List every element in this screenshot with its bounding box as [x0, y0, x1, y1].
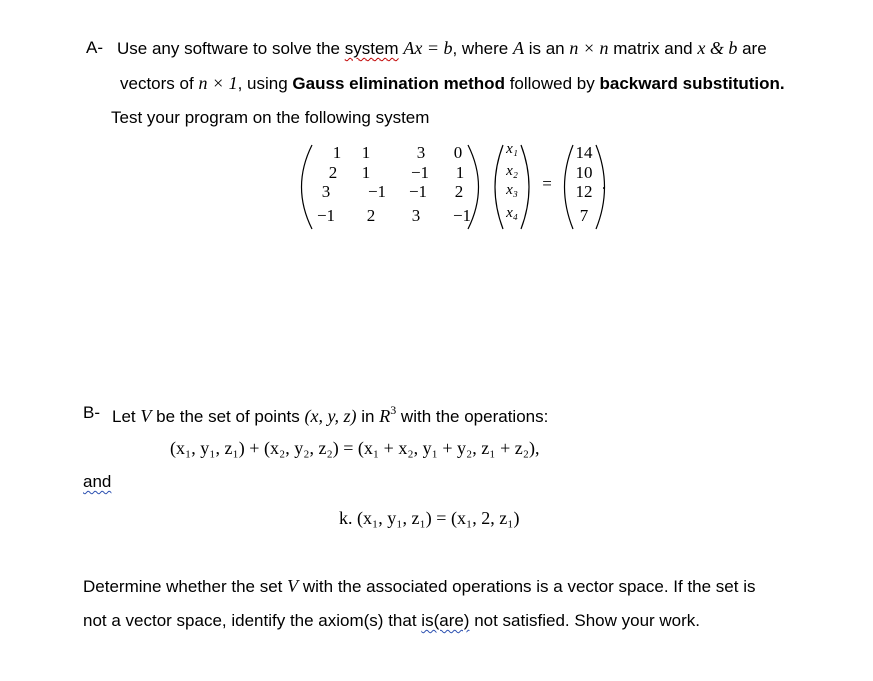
- b3: 12: [575, 182, 593, 201]
- text: , where: [452, 39, 509, 58]
- backward-substitution: backward substitution.: [599, 74, 785, 93]
- part-a-line-2: [120, 73, 785, 94]
- a14: 0: [453, 143, 463, 162]
- text: not a vector space, identify the axiom(s) that: [83, 611, 417, 630]
- a43: 3: [411, 206, 421, 225]
- text: are: [742, 39, 767, 58]
- scalar-rule: k. (x₁, y₁, z₁) = (x₁, 2, z₁): [339, 508, 520, 528]
- part-a-marker: A-: [86, 38, 103, 57]
- matrix-left-paren: [302, 145, 313, 229]
- and-word: and: [83, 472, 112, 491]
- text: be the set of points: [156, 407, 300, 426]
- part-b-para-2: [83, 611, 700, 631]
- text: vectors of: [120, 74, 194, 93]
- a11: 1: [332, 143, 342, 162]
- system-word: system: [344, 39, 399, 58]
- var-A: A: [512, 38, 524, 58]
- a24: 1: [455, 163, 465, 182]
- part-a-line-1: [117, 38, 767, 59]
- gauss-method: Gauss elimination method: [292, 74, 505, 93]
- a41: −1: [316, 206, 336, 225]
- text: not satisfied. Show your work.: [474, 611, 701, 630]
- text: followed by: [509, 74, 595, 93]
- a12: 1: [361, 143, 371, 162]
- R-cubed: $R^3$: [379, 403, 397, 426]
- a32: −1: [367, 182, 387, 201]
- dim-nxn: n × n: [569, 38, 609, 58]
- a31: 3: [321, 182, 331, 201]
- dim-nx1: n × 1: [198, 73, 238, 93]
- part-b-para-1: [83, 576, 755, 597]
- vars-x-b: x & b: [697, 38, 738, 58]
- var-V: V: [287, 576, 299, 596]
- text: with the associated operations is a vector space. If the set is: [302, 577, 756, 596]
- is-are: is(are): [421, 611, 470, 630]
- a22: 1: [361, 163, 371, 182]
- text: matrix and: [613, 39, 693, 58]
- b4: 7: [579, 206, 589, 225]
- text: with the operations:: [400, 407, 549, 426]
- x3: x₃: [506, 182, 518, 198]
- b2: 10: [575, 163, 593, 182]
- a23: −1: [410, 163, 430, 182]
- a33: −1: [408, 182, 428, 201]
- text: in: [361, 407, 375, 426]
- a42: 2: [366, 206, 376, 225]
- a13: 3: [416, 143, 426, 162]
- text: , using: [237, 74, 288, 93]
- x4: x₄: [506, 205, 518, 221]
- x1: x₁: [506, 141, 518, 157]
- equals-sign: =: [542, 174, 552, 193]
- var-V: V: [140, 406, 152, 426]
- period: .: [601, 174, 607, 193]
- part-a-line-3: Test your program on the following system: [111, 108, 430, 127]
- b1: 14: [575, 143, 593, 162]
- addition-rule: (x₁, y₁, z₁) + (x₂, y₂, z₂) = (x₁ + x₂, y₁ + y₂, z₁ + z₂),: [170, 438, 540, 458]
- text: is an: [528, 39, 565, 58]
- x2: x₂: [506, 163, 518, 179]
- equation-ax-b: Ax = b: [403, 38, 453, 58]
- text: Determine whether the set: [83, 577, 283, 596]
- a34: 2: [454, 182, 464, 201]
- a44: −1: [452, 206, 472, 225]
- point-xyz: (x, y, z): [304, 406, 357, 426]
- part-b-line-1: [112, 403, 548, 427]
- text: Use any software to solve the: [117, 39, 341, 58]
- part-b-marker: B-: [83, 403, 100, 422]
- a21: 2: [328, 163, 338, 182]
- text: Let: [112, 407, 136, 426]
